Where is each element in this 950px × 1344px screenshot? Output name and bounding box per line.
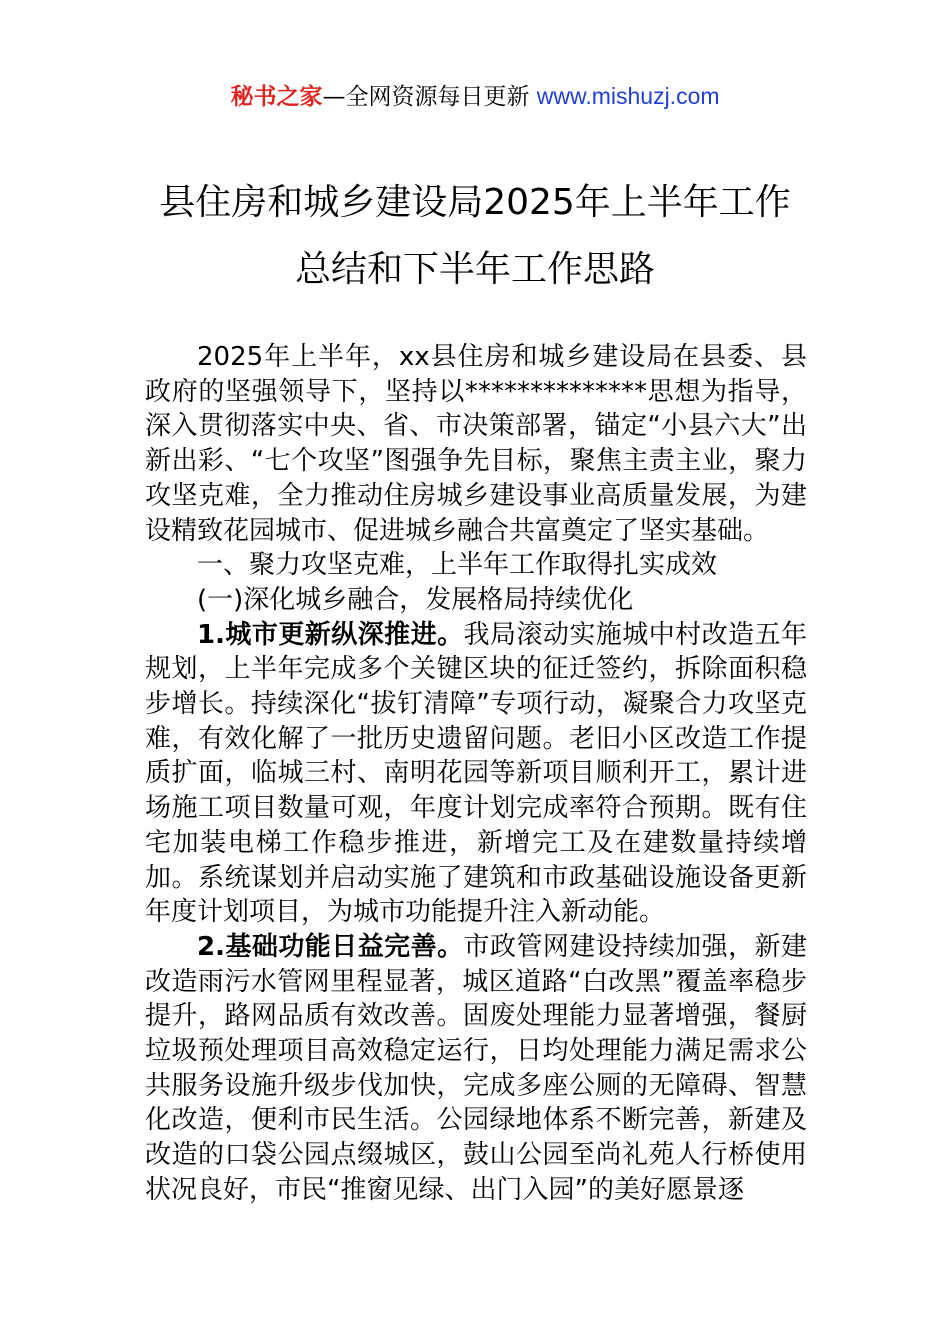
site-tagline: —全网资源每日更新 xyxy=(322,84,537,110)
site-url-link[interactable]: www.mishuzj.com xyxy=(536,83,720,109)
item-2-lead: 2.基础功能日益完善。 xyxy=(197,931,464,962)
site-brand: 秘书之家 xyxy=(230,84,323,110)
document-title-line-2: 总结和下半年工作思路 xyxy=(294,249,655,290)
item-1-lead: 1.城市更新纵深推进。 xyxy=(197,619,464,650)
item-2-paragraph xyxy=(145,930,807,1208)
item-1-text: 我局滚动实施城中村改造五年规划，上半年完成多个关键区块的征迁签约，拆除面积稳步增长。持续深化“拔钉清障”专项行动，凝聚合力攻坚克难，有效化解了一批历史遗留问题。老旧小区改造工作提质扩面，临城三村、南明花园等新项目顺利开工，累计进场施工项目数量可观，年度计划完成率符合预期。既有住宅加装电梯工作稳步推进，新增完工及在建数量持续增加。系统谋划并启动实施了建筑和市政基础设施设备更新年度计划项目，为城市功能提升注入新动能。 xyxy=(145,619,807,928)
document-title-line-1: 县住房和城乡建设局2025年上半年工作 xyxy=(159,182,791,223)
subsection-heading-1: (一)深化城乡融合，发展格局持续优化 xyxy=(197,584,634,615)
item-2-text: 市政管网建设持续加强，新建改造雨污水管网里程显著，城区道路“白改黑”覆盖率稳步提升，路网品质有效改善。固废处理能力显著增强，餐厨垃圾预处理项目高效稳定运行，日均处理能力满足需求公共服务设施升级步伐加快，完成多座公厕的无障碍、智慧化改造，便利市民生活。公园绿地体系不断完善，新建及改造的口袋公园点缀城区，鼓山公园至尚礼苑人行桥使用状况良好，市民“推窗见绿、出门入园”的美好愿景逐 xyxy=(145,931,807,1205)
site-header xyxy=(0,80,950,113)
item-1-paragraph xyxy=(145,618,807,930)
document-body xyxy=(145,340,807,1208)
section-heading-1: 一、聚力攻坚克难，上半年工作取得扎实成效 xyxy=(197,550,718,581)
intro-paragraph: 2025年上半年，xx县住房和城乡建设局在县委、县政府的坚强领导下，坚持以**************思想为指导，深入贯彻落实中央、省、市决策部署，锚定“小县六大”出新出彩、“七个攻坚”图强争先目标，聚焦主责主业，聚力攻坚克难，全力推动住房城乡建设事业高质量发展，为建设精致花园城市、促进城乡融合共富奠定了坚实基础。 xyxy=(145,342,807,546)
